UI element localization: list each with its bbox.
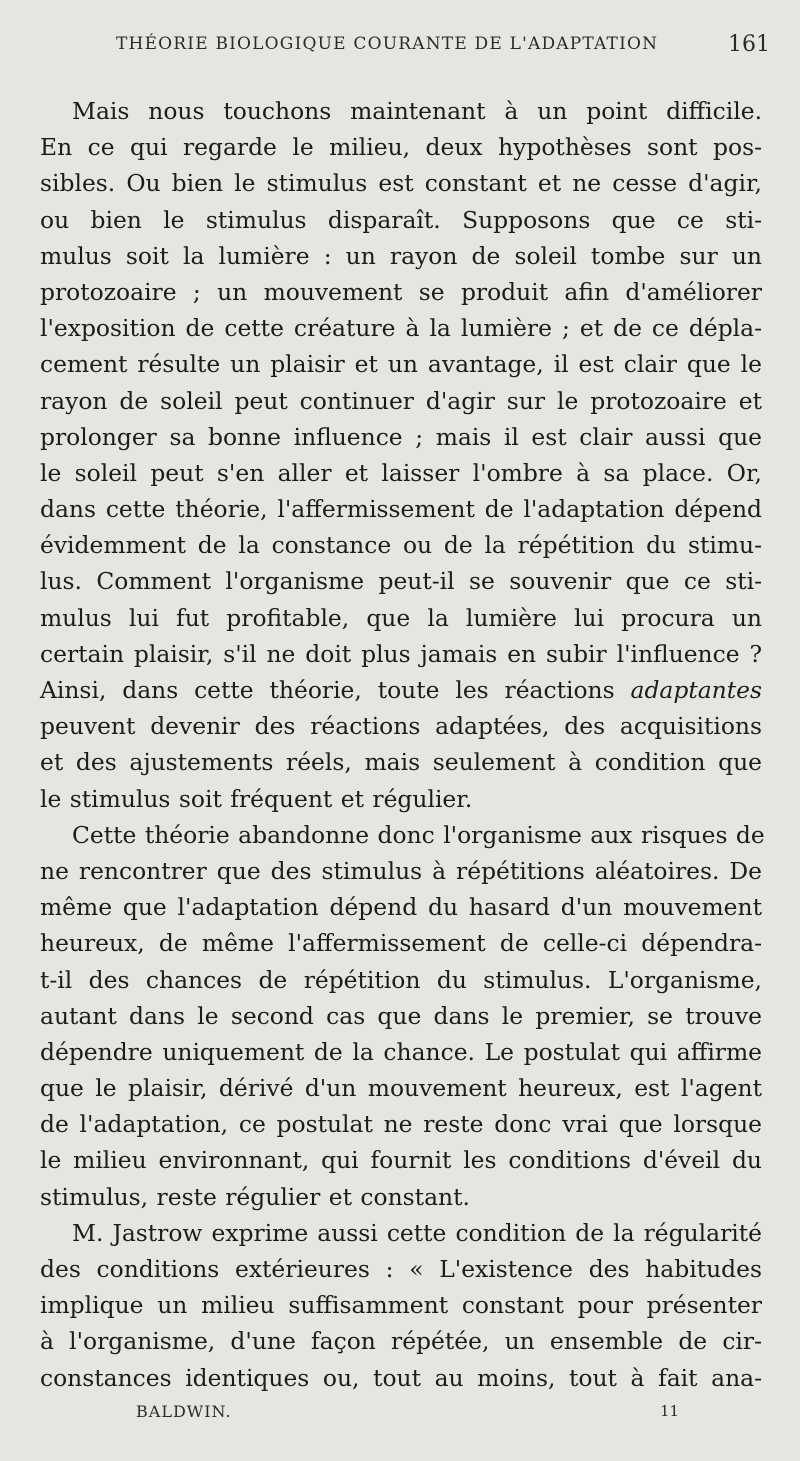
text-line: de l'adaptation, ce postulat ne reste donc vrai que lorsque — [40, 1110, 762, 1139]
text-line: même que l'adaptation dépend du hasard d'un mouvement — [40, 893, 762, 922]
text-line: implique un milieu suffisamment constant pour présenter — [40, 1291, 762, 1320]
text-line: l'exposition de cette créature à la lumière ; et de ce dépla- — [40, 314, 762, 343]
running-title: THÉORIE BIOLOGIQUE COURANTE DE L'ADAPTATION — [116, 34, 659, 54]
text-line: autant dans le second cas que dans le premier, se trouve — [40, 1001, 762, 1030]
text-line: lus. Comment l'organisme peut-il se souvenir que ce sti- — [40, 567, 762, 596]
text-line: rayon de soleil peut continuer d'agir sur le protozoaire et — [40, 386, 762, 415]
text-line: sibles. Ou bien le stimulus est constant et ne cesse d'agir, — [40, 169, 762, 198]
text-line: cement résulte un plaisir et un avantage, il est clair que le — [40, 350, 762, 379]
text-line: Mais nous touchons maintenant à un point difficile. — [72, 97, 762, 125]
text-line: à l'organisme, d'une façon répétée, un ensemble de cir- — [40, 1327, 762, 1356]
text-line: Cette théorie abandonne donc l'organisme aux risques de — [72, 820, 765, 849]
text-line: prolonger sa bonne influence ; mais il est clair aussi que — [40, 422, 762, 451]
text-line: ou bien le stimulus disparaît. Supposons que ce sti- — [40, 205, 762, 234]
text-line: constances identiques ou, tout au moins, tout à fait ana- — [40, 1363, 762, 1392]
text-line: stimulus, reste régulier et constant. — [40, 1182, 470, 1211]
text-line-with-italic — [40, 672, 762, 708]
text-segment: Ainsi, dans cette théorie, toute les réactions — [40, 676, 615, 704]
italic-word: adaptantes — [630, 676, 762, 704]
text-line: mulus soit la lumière : un rayon de soleil tombe sur un — [40, 241, 762, 270]
text-line: et des ajustements réels, mais seulement à condition que — [40, 748, 762, 777]
page-number: 161 — [728, 32, 770, 57]
text-line: dépendre uniquement de la chance. Le postulat qui affirme — [40, 1037, 762, 1066]
text-line: ne rencontrer que des stimulus à répétitions aléatoires. De — [40, 856, 762, 885]
text-line: heureux, de même l'affermissement de celle-ci dépendra- — [40, 929, 762, 958]
page-footer — [0, 1402, 800, 1426]
text-line: peuvent devenir des réactions adaptées, des acquisitions — [40, 712, 762, 741]
text-line: certain plaisir, s'il ne doit plus jamais en subir l'influence ? — [40, 639, 762, 668]
text-line: En ce qui regarde le milieu, deux hypothèses sont pos- — [40, 133, 762, 162]
text-line: dans cette théorie, l'affermissement de l'adaptation dépend — [40, 495, 762, 524]
text-line: mulus lui fut profitable, que la lumière lui procura un — [40, 603, 762, 632]
text-line: protozoaire ; un mouvement se produit afin d'améliorer — [40, 277, 762, 306]
running-head — [0, 34, 800, 62]
body-text — [40, 93, 765, 1396]
text-line: évidemment de la constance ou de la répétition du stimu- — [40, 531, 762, 560]
text-line: le stimulus soit fréquent et régulier. — [40, 784, 473, 813]
text-line: que le plaisir, dérivé d'un mouvement heureux, est l'agent — [40, 1074, 762, 1103]
text-line: le milieu environnant, qui fournit les conditions d'éveil du — [40, 1146, 762, 1175]
text-line: des conditions extérieures : « L'existence des habitudes — [40, 1255, 762, 1283]
text-line: t-il des chances de répétition du stimulus. L'organisme, — [40, 965, 762, 994]
text-line: M. Jastrow exprime aussi cette condition de la régularité — [72, 1218, 762, 1247]
signature-number: 11 — [660, 1402, 680, 1420]
signature-mark: BALDWIN. — [136, 1402, 232, 1421]
text-line: le soleil peut s'en aller et laisser l'ombre à sa place. Or, — [40, 458, 762, 487]
